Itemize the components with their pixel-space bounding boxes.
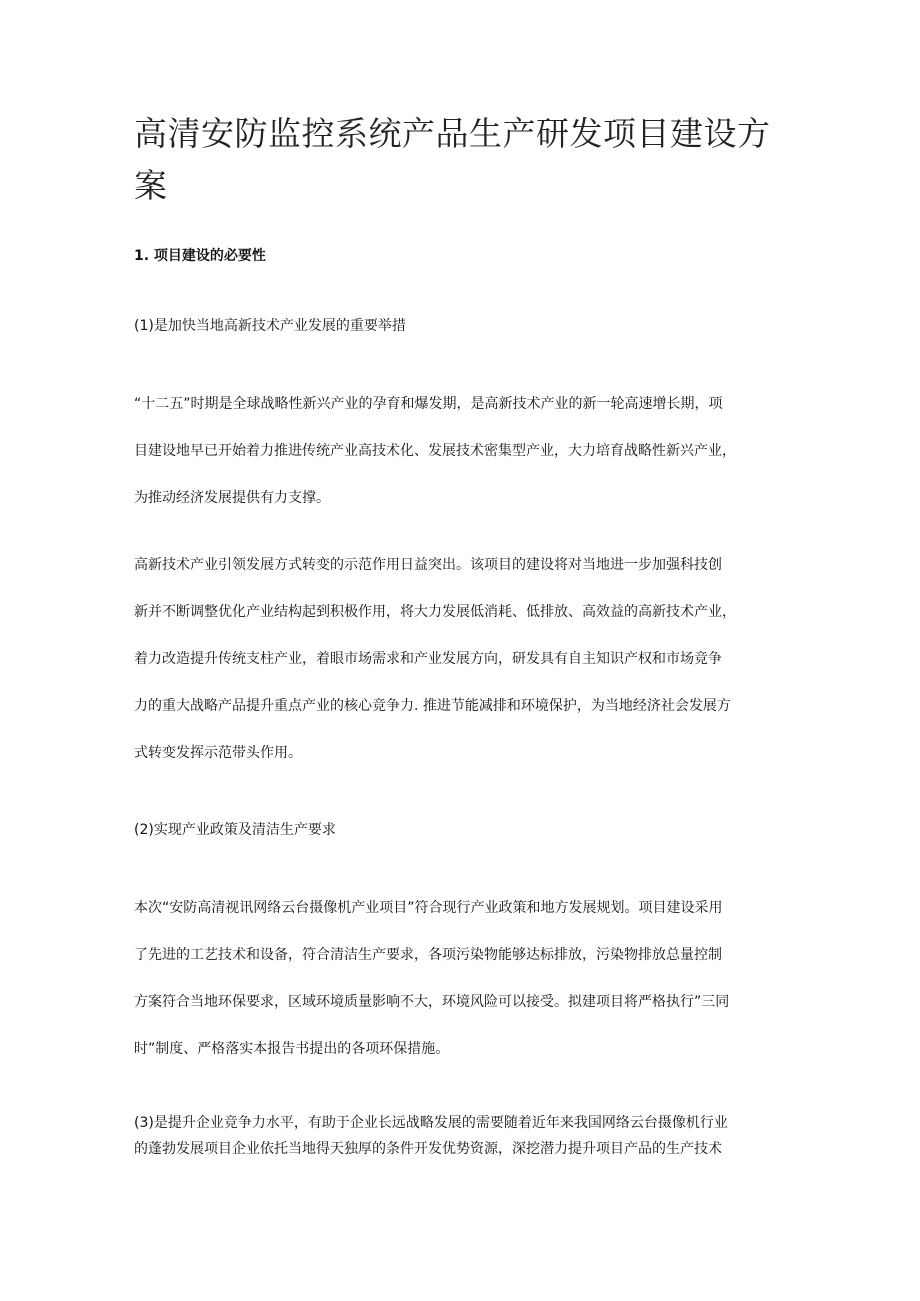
paragraph-2 bbox=[134, 553, 789, 788]
paragraph-line: “十二五”时期是全球战略性新兴产业的孕育和爆发期，是高新技术产业的新一轮高速增长期，项 bbox=[134, 396, 723, 412]
paragraph-line: 方案符合当地环保要求，区域环境质量影响不大，环境风险可以接受。拟建项目将严格执行”三同 bbox=[134, 994, 730, 1010]
document-title bbox=[134, 108, 794, 212]
subheading-1: (1)是加快当地高新技术产业发展的重要举措 bbox=[134, 318, 406, 334]
paragraph-line: 新并不断调整优化产业结构起到积极作用，将大力发展低消耗、低排放、高效益的高新技术产业， bbox=[134, 604, 736, 620]
title-line-2: 案 bbox=[134, 166, 168, 205]
paragraph-line: 着力改造提升传统支柱产业，着眼市场需求和产业发展方向，研发具有自主知识产权和市场竞争 bbox=[134, 651, 722, 667]
paragraph-line: 高新技术产业引领发展方式转变的示范作用日益突出。该项目的建设将对当地进一步加强科技创 bbox=[134, 557, 722, 573]
paragraph-line: 了先进的工艺技术和设备，符合清洁生产要求，各项污染物能够达标排放，污染物排放总量控制 bbox=[134, 947, 722, 963]
paragraph-line: 时”制度、严格落实本报告书提出的各项环保措施。 bbox=[134, 1041, 450, 1057]
section-heading: 1. 项目建设的必要性 bbox=[134, 248, 266, 264]
paragraph-1 bbox=[134, 392, 789, 533]
paragraph-3 bbox=[134, 896, 789, 1084]
paragraph-line: 目建设地早已开始着力推进传统产业高技术化、发展技术密集型产业，大力培育战略性新兴产业， bbox=[134, 443, 736, 459]
title-line-1: 高清安防监控系统产品生产研发项目建设方 bbox=[134, 114, 771, 153]
paragraph-line: 的蓬勃发展项目企业依托当地得天独厚的条件开发优势资源，深挖潜力提升项目产品的生产技术 bbox=[134, 1141, 722, 1157]
paragraph-line: 为推动经济发展提供有力支撑。 bbox=[134, 490, 330, 506]
subheading-2: (2)实现产业政策及清洁生产要求 bbox=[134, 822, 336, 838]
paragraph-line: 本次“安防高清视讯网络云台摄像机产业项目”符合现行产业政策和地方发展规划。项目建设采用 bbox=[134, 900, 723, 916]
paragraph-line: 式转变发挥示范带头作用。 bbox=[134, 745, 302, 761]
paragraph-line: 力的重大战略产品提升重点产业的核心竞争力. 推进节能减排和环境保护，为当地经济社会发展方 bbox=[134, 698, 731, 714]
paragraph-4 bbox=[134, 1111, 789, 1163]
paragraph-line: (3)是提升企业竞争力水平，有助于企业长远战略发展的需要随着近年来我国网络云台摄像机行业 bbox=[134, 1115, 728, 1131]
